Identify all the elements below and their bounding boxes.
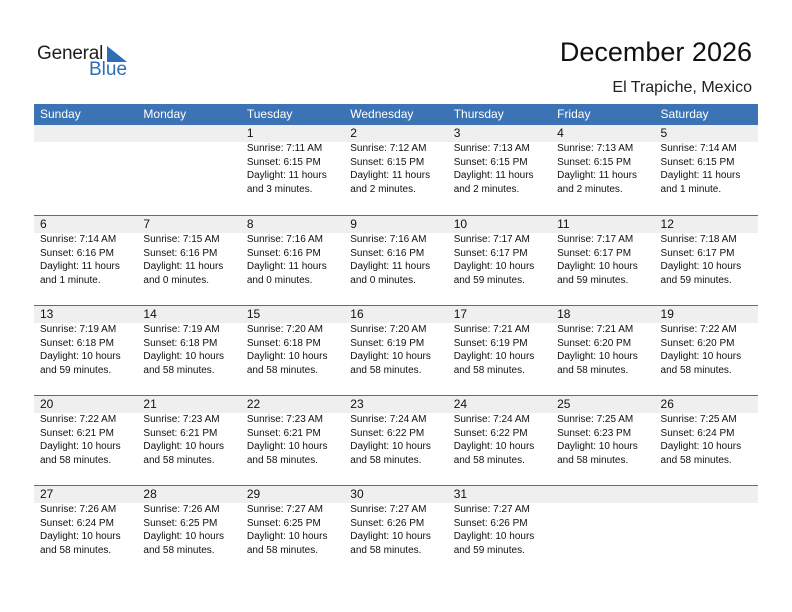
sunrise-time: Sunrise: 7:26 AM bbox=[143, 504, 220, 515]
sunset-time: Sunset: 6:15 PM bbox=[453, 156, 528, 168]
day-cell bbox=[551, 306, 654, 377]
calendar-weeks bbox=[34, 125, 758, 575]
daylight-hours: Daylight: 10 hours bbox=[40, 351, 121, 362]
daylight-hours: Daylight: 11 hours bbox=[246, 170, 327, 181]
daylight-minutes: and 59 minutes. bbox=[40, 364, 112, 376]
daylight-minutes: and 2 minutes. bbox=[350, 183, 416, 195]
sunrise-time: Sunrise: 7:24 AM bbox=[350, 414, 427, 425]
daylight-hours: Daylight: 11 hours bbox=[350, 170, 431, 181]
sunset-time: Sunset: 6:15 PM bbox=[246, 156, 321, 168]
daylight-hours: Daylight: 10 hours bbox=[246, 351, 328, 362]
sunset-time: Sunset: 6:25 PM bbox=[143, 517, 218, 529]
day-cell bbox=[34, 216, 137, 287]
day-cell bbox=[655, 486, 758, 557]
daylight-hours: Daylight: 10 hours bbox=[660, 351, 742, 362]
calendar-location: El Trapiche, Mexico bbox=[612, 79, 752, 96]
day-number: 9 bbox=[350, 217, 357, 231]
daylight-minutes: and 58 minutes. bbox=[350, 544, 422, 556]
sunrise-time: Sunrise: 7:12 AM bbox=[350, 143, 427, 154]
day-number: 1 bbox=[246, 126, 254, 140]
day-number: 7 bbox=[143, 217, 151, 231]
week-cells bbox=[34, 306, 758, 377]
sunset-time: Sunset: 6:20 PM bbox=[557, 337, 632, 349]
daylight-minutes: and 1 minute. bbox=[660, 183, 722, 195]
sunset-time: Sunset: 6:25 PM bbox=[246, 517, 321, 529]
daylight-minutes: and 59 minutes. bbox=[660, 274, 732, 286]
sunset-time: Sunset: 6:16 PM bbox=[246, 247, 321, 259]
calendar-week-row bbox=[34, 305, 758, 395]
daylight-hours: Daylight: 11 hours bbox=[143, 261, 224, 272]
sunset-time: Sunset: 6:21 PM bbox=[246, 427, 321, 439]
daylight-hours: Daylight: 10 hours bbox=[143, 441, 225, 452]
day-number: 19 bbox=[660, 307, 674, 321]
day-number: 2 bbox=[350, 126, 357, 140]
sunset-time: Sunset: 6:16 PM bbox=[350, 247, 425, 259]
day-cell bbox=[34, 125, 137, 196]
daylight-hours: Daylight: 10 hours bbox=[246, 441, 328, 452]
sunrise-time: Sunrise: 7:24 AM bbox=[453, 414, 530, 425]
day-number: 29 bbox=[246, 487, 261, 501]
day-cell bbox=[344, 486, 447, 557]
weekday-header: Friday bbox=[557, 107, 591, 121]
sunrise-time: Sunrise: 7:21 AM bbox=[453, 324, 530, 335]
day-number bbox=[40, 125, 137, 142]
day-number: 8 bbox=[246, 217, 254, 231]
sunset-time: Sunset: 6:20 PM bbox=[660, 337, 735, 349]
day-number: 12 bbox=[660, 217, 674, 231]
day-number: 14 bbox=[143, 307, 157, 321]
daylight-hours: Daylight: 11 hours bbox=[350, 261, 431, 272]
day-cell bbox=[241, 125, 344, 196]
day-number: 23 bbox=[350, 397, 364, 411]
day-cell bbox=[241, 216, 344, 287]
sunset-time: Sunset: 6:19 PM bbox=[350, 337, 425, 349]
sunrise-time: Sunrise: 7:17 AM bbox=[557, 234, 634, 245]
sunset-time: Sunset: 6:24 PM bbox=[40, 517, 114, 529]
sunset-time: Sunset: 6:18 PM bbox=[40, 337, 114, 349]
daylight-minutes: and 58 minutes. bbox=[246, 364, 319, 376]
calendar-week-row bbox=[34, 215, 758, 305]
day-cell bbox=[137, 396, 240, 467]
day-cell bbox=[137, 125, 240, 196]
sunset-time: Sunset: 6:24 PM bbox=[660, 427, 735, 439]
daylight-minutes: and 58 minutes. bbox=[246, 454, 319, 466]
day-cell bbox=[655, 306, 758, 377]
sunset-time: Sunset: 6:23 PM bbox=[557, 427, 632, 439]
day-cell bbox=[34, 306, 137, 377]
daylight-hours: Daylight: 10 hours bbox=[660, 441, 742, 452]
sunset-time: Sunset: 6:26 PM bbox=[453, 517, 528, 529]
day-number: 15 bbox=[246, 307, 261, 321]
day-cell bbox=[344, 216, 447, 287]
day-number: 25 bbox=[557, 397, 571, 411]
day-cell bbox=[34, 486, 137, 557]
day-cell bbox=[448, 486, 551, 557]
day-number: 13 bbox=[40, 307, 54, 321]
day-cell bbox=[655, 396, 758, 467]
day-number: 6 bbox=[40, 217, 47, 231]
logo-text-blue: Blue bbox=[89, 59, 128, 80]
daylight-minutes: and 58 minutes. bbox=[660, 364, 732, 376]
daylight-minutes: and 58 minutes. bbox=[246, 544, 319, 556]
sunrise-time: Sunrise: 7:14 AM bbox=[660, 143, 737, 154]
daylight-minutes: and 58 minutes. bbox=[143, 544, 215, 556]
sunset-time: Sunset: 6:17 PM bbox=[453, 247, 528, 259]
day-cell bbox=[551, 486, 654, 557]
daylight-hours: Daylight: 10 hours bbox=[557, 261, 638, 272]
daylight-minutes: and 58 minutes. bbox=[453, 364, 525, 376]
day-number: 21 bbox=[143, 397, 157, 411]
sunset-time: Sunset: 6:22 PM bbox=[453, 427, 528, 439]
daylight-minutes: and 58 minutes. bbox=[557, 454, 629, 466]
sunrise-time: Sunrise: 7:16 AM bbox=[350, 234, 427, 245]
calendar-week-row bbox=[34, 395, 758, 485]
day-cell bbox=[448, 125, 551, 196]
weekday-header: Tuesday bbox=[246, 107, 293, 121]
daylight-hours: Daylight: 10 hours bbox=[143, 351, 225, 362]
day-number: 28 bbox=[143, 487, 157, 501]
daylight-hours: Daylight: 10 hours bbox=[557, 351, 638, 362]
day-number: 24 bbox=[453, 397, 468, 411]
daylight-minutes: and 3 minutes. bbox=[246, 183, 313, 195]
brand-logo bbox=[37, 43, 137, 83]
sunrise-time: Sunrise: 7:13 AM bbox=[557, 143, 634, 154]
sunset-time: Sunset: 6:22 PM bbox=[350, 427, 425, 439]
day-number: 27 bbox=[40, 487, 54, 501]
daylight-hours: Daylight: 10 hours bbox=[40, 531, 121, 542]
daylight-hours: Daylight: 10 hours bbox=[557, 441, 638, 452]
day-cell bbox=[448, 216, 551, 287]
daylight-hours: Daylight: 10 hours bbox=[660, 261, 742, 272]
sunrise-time: Sunrise: 7:15 AM bbox=[143, 234, 220, 245]
day-number: 30 bbox=[350, 487, 364, 501]
day-cell bbox=[655, 216, 758, 287]
daylight-minutes: and 0 minutes. bbox=[143, 274, 210, 286]
sunrise-time: Sunrise: 7:20 AM bbox=[350, 324, 427, 335]
sunrise-time: Sunrise: 7:11 AM bbox=[246, 143, 323, 154]
daylight-hours: Daylight: 11 hours bbox=[660, 170, 741, 181]
day-cell bbox=[241, 396, 344, 467]
sunrise-time: Sunrise: 7:13 AM bbox=[453, 143, 530, 154]
sunset-time: Sunset: 6:15 PM bbox=[557, 156, 632, 168]
sunrise-time: Sunrise: 7:23 AM bbox=[246, 414, 323, 425]
logo-text-general: General bbox=[37, 43, 104, 64]
daylight-minutes: and 58 minutes. bbox=[40, 544, 112, 556]
sunrise-time: Sunrise: 7:25 AM bbox=[660, 414, 737, 425]
day-cell bbox=[241, 306, 344, 377]
sunrise-time: Sunrise: 7:25 AM bbox=[557, 414, 634, 425]
daylight-minutes: and 58 minutes. bbox=[453, 454, 525, 466]
daylight-minutes: and 58 minutes. bbox=[350, 364, 422, 376]
sunset-time: Sunset: 6:15 PM bbox=[660, 156, 735, 168]
sunset-time: Sunset: 6:16 PM bbox=[40, 247, 114, 259]
day-cell bbox=[344, 396, 447, 467]
sunset-time: Sunset: 6:15 PM bbox=[350, 156, 425, 168]
daylight-minutes: and 2 minutes. bbox=[557, 183, 623, 195]
week-cells bbox=[34, 396, 758, 467]
day-number: 5 bbox=[660, 126, 668, 140]
sunrise-time: Sunrise: 7:19 AM bbox=[40, 324, 117, 335]
daylight-minutes: and 59 minutes. bbox=[557, 274, 629, 286]
weekday-header: Wednesday bbox=[350, 107, 414, 121]
sunset-time: Sunset: 6:17 PM bbox=[557, 247, 632, 259]
weekday-header: Thursday bbox=[453, 107, 504, 121]
sunrise-time: Sunrise: 7:26 AM bbox=[40, 504, 117, 515]
day-cell bbox=[551, 216, 654, 287]
sunrise-time: Sunrise: 7:22 AM bbox=[40, 414, 117, 425]
daylight-minutes: and 58 minutes. bbox=[40, 454, 112, 466]
sunrise-time: Sunrise: 7:27 AM bbox=[350, 504, 427, 515]
day-number: 18 bbox=[557, 307, 571, 321]
sunrise-time: Sunrise: 7:27 AM bbox=[246, 504, 323, 515]
daylight-minutes: and 58 minutes. bbox=[350, 454, 422, 466]
daylight-hours: Daylight: 11 hours bbox=[40, 261, 120, 272]
day-number: 26 bbox=[660, 397, 674, 411]
daylight-hours: Daylight: 10 hours bbox=[40, 441, 121, 452]
daylight-minutes: and 58 minutes. bbox=[143, 454, 215, 466]
daylight-hours: Daylight: 10 hours bbox=[350, 441, 431, 452]
daylight-hours: Daylight: 11 hours bbox=[453, 170, 534, 181]
daylight-hours: Daylight: 10 hours bbox=[453, 441, 535, 452]
daylight-hours: Daylight: 10 hours bbox=[453, 351, 535, 362]
weekday-header: Saturday bbox=[660, 107, 709, 121]
day-number bbox=[661, 486, 758, 503]
sunset-time: Sunset: 6:17 PM bbox=[660, 247, 735, 259]
calendar-week-row bbox=[34, 125, 758, 215]
daylight-minutes: and 1 minute. bbox=[40, 274, 101, 286]
day-number: 20 bbox=[40, 397, 54, 411]
day-number: 3 bbox=[453, 126, 461, 140]
day-cell bbox=[241, 486, 344, 557]
daylight-minutes: and 59 minutes. bbox=[453, 274, 525, 286]
day-number: 16 bbox=[350, 307, 364, 321]
daylight-minutes: and 58 minutes. bbox=[143, 364, 215, 376]
calendar-title: December 2026 bbox=[559, 37, 752, 67]
sunset-time: Sunset: 6:26 PM bbox=[350, 517, 425, 529]
day-cell bbox=[448, 306, 551, 377]
calendar-week-row bbox=[34, 485, 758, 575]
daylight-hours: Daylight: 10 hours bbox=[453, 261, 535, 272]
day-number: 17 bbox=[453, 307, 468, 321]
sunrise-time: Sunrise: 7:27 AM bbox=[453, 504, 530, 515]
week-cells bbox=[34, 125, 758, 196]
daylight-hours: Daylight: 11 hours bbox=[246, 261, 327, 272]
day-number: 11 bbox=[557, 217, 570, 231]
day-cell bbox=[448, 396, 551, 467]
day-cell bbox=[137, 486, 240, 557]
day-number: 31 bbox=[453, 487, 468, 501]
sunrise-time: Sunrise: 7:23 AM bbox=[143, 414, 220, 425]
day-cell bbox=[551, 396, 654, 467]
sunrise-time: Sunrise: 7:14 AM bbox=[40, 234, 117, 245]
day-number: 22 bbox=[246, 397, 261, 411]
sunrise-time: Sunrise: 7:18 AM bbox=[660, 234, 737, 245]
day-cell bbox=[655, 125, 758, 196]
day-cell bbox=[137, 306, 240, 377]
sunset-time: Sunset: 6:21 PM bbox=[40, 427, 114, 439]
week-cells bbox=[34, 216, 758, 287]
weekday-header: Monday bbox=[143, 107, 187, 121]
daylight-minutes: and 58 minutes. bbox=[660, 454, 732, 466]
daylight-minutes: and 0 minutes. bbox=[350, 274, 416, 286]
day-cell bbox=[34, 396, 137, 467]
weekday-header-row bbox=[34, 104, 758, 125]
daylight-minutes: and 59 minutes. bbox=[453, 544, 525, 556]
daylight-hours: Daylight: 10 hours bbox=[350, 351, 431, 362]
sunrise-time: Sunrise: 7:19 AM bbox=[143, 324, 220, 335]
sunset-time: Sunset: 6:18 PM bbox=[246, 337, 321, 349]
sunset-time: Sunset: 6:19 PM bbox=[453, 337, 528, 349]
day-number bbox=[143, 125, 240, 142]
daylight-hours: Daylight: 10 hours bbox=[246, 531, 328, 542]
day-number bbox=[557, 486, 654, 503]
sunrise-time: Sunrise: 7:20 AM bbox=[246, 324, 323, 335]
day-number: 10 bbox=[453, 217, 468, 231]
day-cell bbox=[344, 306, 447, 377]
daylight-hours: Daylight: 10 hours bbox=[350, 531, 431, 542]
daylight-minutes: and 2 minutes. bbox=[453, 183, 520, 195]
daylight-minutes: and 58 minutes. bbox=[557, 364, 629, 376]
calendar-grid bbox=[34, 104, 758, 575]
daylight-hours: Daylight: 10 hours bbox=[143, 531, 225, 542]
daylight-hours: Daylight: 11 hours bbox=[557, 170, 637, 181]
sunrise-time: Sunrise: 7:21 AM bbox=[557, 324, 634, 335]
sunrise-time: Sunrise: 7:17 AM bbox=[453, 234, 530, 245]
sunset-time: Sunset: 6:21 PM bbox=[143, 427, 218, 439]
week-cells bbox=[34, 486, 758, 557]
day-number: 4 bbox=[557, 126, 564, 140]
day-cell bbox=[344, 125, 447, 196]
sunrise-time: Sunrise: 7:22 AM bbox=[660, 324, 737, 335]
sunset-time: Sunset: 6:18 PM bbox=[143, 337, 218, 349]
daylight-minutes: and 0 minutes. bbox=[246, 274, 313, 286]
sunrise-time: Sunrise: 7:16 AM bbox=[246, 234, 323, 245]
daylight-hours: Daylight: 10 hours bbox=[453, 531, 535, 542]
weekday-header: Sunday bbox=[40, 107, 81, 121]
day-cell bbox=[137, 216, 240, 287]
day-cell bbox=[551, 125, 654, 196]
sunset-time: Sunset: 6:16 PM bbox=[143, 247, 218, 259]
